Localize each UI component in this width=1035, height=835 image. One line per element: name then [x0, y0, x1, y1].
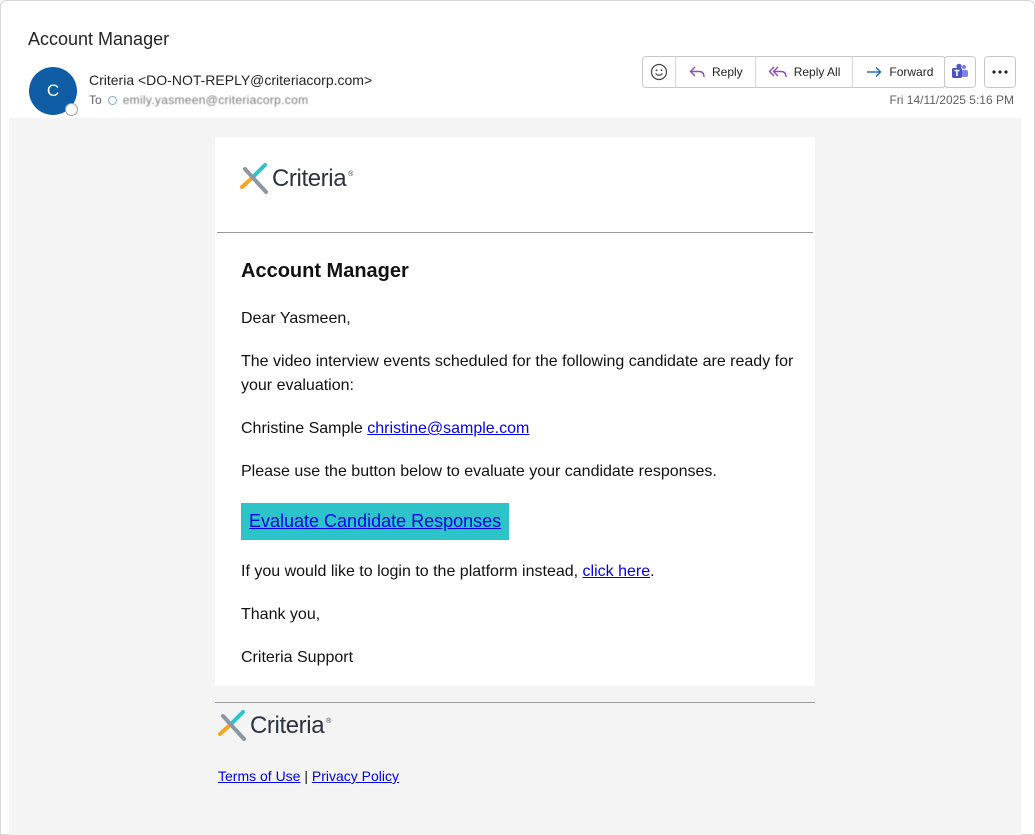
- candidate-name: Christine Sample: [241, 420, 363, 437]
- privacy-policy-link[interactable]: Privacy Policy: [311, 768, 400, 784]
- thanks-line: Thank you,: [241, 606, 321, 623]
- instruction-paragraph: Please use the button below to evaluate your candidate responses.: [241, 463, 717, 480]
- emoji-icon: [650, 63, 668, 81]
- presence-status-icon: [65, 103, 78, 116]
- footer-criteria-logo: [218, 710, 331, 742]
- click-here-link[interactable]: click here: [582, 563, 651, 580]
- greeting: Dear Yasmeen,: [241, 310, 351, 327]
- forward-label: Forward: [889, 65, 934, 79]
- terms-of-use-link[interactable]: Terms of Use: [218, 768, 301, 784]
- footer-links: [218, 768, 399, 784]
- reply-all-button[interactable]: [756, 57, 854, 87]
- footer-divider: [215, 702, 815, 703]
- footer-separator: |: [304, 768, 308, 784]
- sender-name[interactable]: Criteria <DO-NOT-REPLY@criteriacorp.com>: [89, 72, 373, 88]
- logo-registered-mark: ®: [348, 170, 354, 178]
- teams-icon: [950, 62, 970, 82]
- reply-all-label: Reply All: [793, 65, 841, 79]
- candidate-line: [241, 417, 796, 441]
- footer-logo-wordmark: Criteria: [250, 712, 325, 739]
- more-actions-button[interactable]: [984, 56, 1016, 88]
- recipient-row: [89, 93, 308, 107]
- header-divider: [217, 232, 813, 233]
- reply-label: Reply: [712, 65, 743, 79]
- candidate-email-link[interactable]: christine@sample.com: [367, 420, 530, 437]
- message-action-bar: [642, 56, 946, 88]
- intro-paragraph: The video interview events scheduled for the following candidate are ready for your evaluation:: [241, 353, 794, 394]
- login-suffix: .: [650, 563, 655, 580]
- sent-date: Fri 14/11/2025 5:16 PM: [889, 93, 1014, 107]
- login-line: [241, 560, 796, 584]
- email-subject: Account Manager: [28, 29, 170, 49]
- react-button[interactable]: [643, 57, 676, 87]
- logo-wordmark: Criteria: [272, 165, 347, 192]
- reply-icon: [688, 64, 706, 80]
- criteria-x-mark-icon: [240, 163, 270, 195]
- evaluate-responses-button[interactable]: Evaluate Candidate Responses: [241, 503, 509, 540]
- to-label: To: [89, 93, 102, 107]
- message-heading: Account Manager: [241, 260, 409, 282]
- criteria-logo: [240, 163, 353, 195]
- sender-initial: C: [46, 81, 60, 100]
- message-body: [241, 257, 796, 689]
- footer-criteria-x-mark-icon: [218, 710, 248, 742]
- recipient-presence-icon: [108, 96, 117, 105]
- footer-logo-registered-mark: ®: [326, 717, 332, 725]
- login-prefix: If you would like to login to the platform instead,: [241, 563, 583, 580]
- forward-icon: [865, 64, 883, 80]
- teams-share-button[interactable]: [944, 56, 976, 88]
- reply-all-icon: [768, 64, 788, 80]
- signature: Criteria Support: [241, 649, 354, 666]
- recipient-address[interactable]: emily.yasmeen@criteriacorp.com: [122, 93, 309, 107]
- reply-button[interactable]: [676, 57, 756, 87]
- more-icon: [991, 69, 1009, 75]
- forward-button[interactable]: [853, 57, 945, 87]
- email-content-card: [215, 137, 815, 686]
